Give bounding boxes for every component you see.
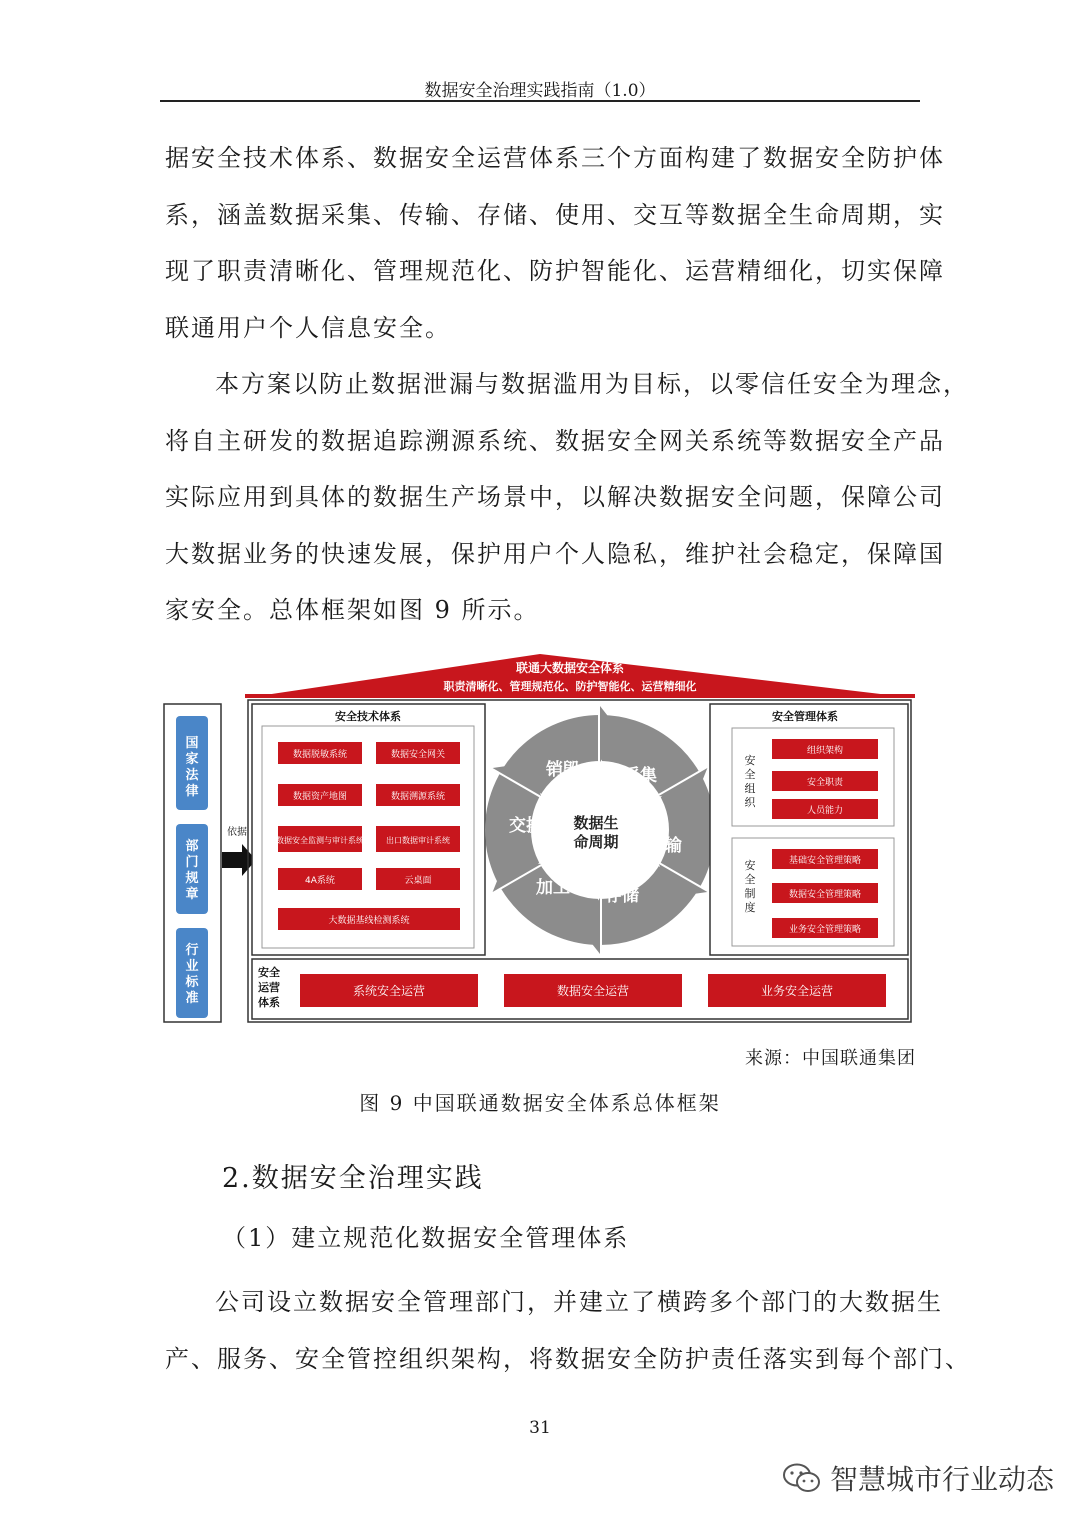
left-item-rule [176,824,208,914]
svg-text:数据溯源系统: 数据溯源系统 [390,792,446,802]
section-heading: 2.数据安全治理实践 [222,1163,484,1194]
paragraph-line: 本方案以防止数据泄漏与数据滥用为目标，以零信任安全为理念， [215,370,969,398]
paragraph-line: 家安全。总体框架如图 9 所示。 [165,596,540,624]
paragraph-line: 现了职责清晰化、管理规范化、防护智能化、运营精细化，切实保障 [165,257,945,285]
paragraph-line: 公司设立数据安全管理部门，并建立了横跨多个部门的大数据生 [215,1288,943,1316]
lifecycle-center-line1: 数据生 [573,814,619,832]
svg-text:行业标准: 行业标准 [185,943,199,1006]
paragraph-line: 实际应用到具体的数据生产场景中，以解决数据安全问题，保障公司 [165,483,945,511]
stage-store: 存储 [605,886,639,906]
tech-item [278,742,362,764]
svg-text:人员能力: 人员能力 [806,806,844,816]
paragraph-line: 大数据业务的快速发展，保护用户个人隐私，维护社会稳定，保障国 [165,539,945,568]
svg-text:大数据基线检测系统: 大数据基线检测系统 [328,916,410,926]
paragraph-line: 联通用户个人信息安全。 [165,313,451,342]
tech-item [278,868,362,890]
ops-label: 安全运营体系 [258,966,280,1009]
svg-text:数据安全监测与审计系统: 数据安全监测与审计系统 [276,836,364,845]
stage-destroy: 销毁 [546,760,580,780]
svg-text:数据安全管理策略: 数据安全管理策略 [788,890,862,900]
tech-item [376,826,460,852]
arrow-right-icon [222,844,256,876]
org-label: 安全组织 [744,754,756,809]
svg-text:数据安全网关: 数据安全网关 [390,750,446,760]
roof-base [245,694,915,698]
lifecycle-center-line2: 命周期 [573,833,619,851]
framework-diagram [160,650,920,1030]
stage-exchange: 交换 [509,816,543,836]
svg-text:部门规章: 部门规章 [185,839,199,902]
figure-caption: 图 9 中国联通数据安全体系总体框架 [359,1091,721,1115]
stage-transmit: 传输 [648,836,682,856]
page-number: 31 [529,1418,551,1438]
paragraph-line: 产、服务、安全管控组织架构，将数据安全防护责任落实到每个部门、 [165,1344,971,1373]
svg-text:基础安全管理策略: 基础安全管理策略 [788,856,862,866]
svg-text:数据安全运营: 数据安全运营 [556,984,630,998]
svg-text:出口数据审计系统: 出口数据审计系统 [386,836,450,845]
header-rule [160,100,920,102]
org-item [772,799,878,819]
subsection-heading: （1）建立规范化数据安全管理体系 [222,1224,630,1252]
policy-item [772,849,878,869]
paragraph-line: 系，涵盖数据采集、传输、存储、使用、交互等数据全生命周期，实 [165,200,945,229]
tech-system-title: 安全技术体系 [335,710,401,723]
svg-text:组织架构: 组织架构 [806,746,844,756]
ops-item [708,974,886,1007]
policy-item [772,918,878,938]
tech-item [278,908,460,930]
svg-text:4A系统: 4A系统 [305,876,335,886]
svg-text:系统安全运营: 系统安全运营 [352,984,426,998]
watermark-text: 智慧城市行业动态 [830,1463,1055,1496]
tech-item [376,784,460,806]
svg-text:业务安全运营: 业务安全运营 [760,984,834,998]
figure-source: 来源：中国联通集团 [745,1048,916,1069]
roof-title: 联通大数据安全体系 [515,661,625,675]
paragraph-line: 将自主研发的数据追踪溯源系统、数据安全网关系统等数据安全产品 [165,426,945,455]
ops-item [300,974,478,1007]
svg-text:数据资产地图: 数据资产地图 [292,792,348,802]
tech-item [276,826,364,852]
tech-item [376,868,460,890]
svg-text:安全职责: 安全职责 [806,778,844,788]
stage-collect: 采集 [623,766,657,786]
policy-item [772,883,878,903]
svg-text:国家法律: 国家法律 [185,736,199,799]
svg-text:业务安全管理策略: 业务安全管理策略 [788,925,862,935]
wechat-icon [782,1462,822,1494]
roof-subtitle: 职责清晰化、管理规范化、防护智能化、运营精细化 [443,680,697,693]
svg-text:数据脱敏系统: 数据脱敏系统 [292,750,348,760]
watermark [782,1458,1054,1498]
svg-text:云桌面: 云桌面 [404,876,432,886]
ops-item [504,974,682,1007]
left-item-law [176,716,208,810]
tech-item [376,742,460,764]
org-item [772,771,878,791]
stage-process: 加工 [536,878,570,898]
arrow-label: 依据 [227,827,247,838]
tech-item [278,784,362,806]
org-item [772,739,878,759]
mgmt-system-title: 安全管理体系 [772,710,838,723]
paragraph-line: 据安全技术体系、数据安全运营体系三个方面构建了数据安全防护体 [165,144,945,172]
left-item-standard [176,928,208,1018]
policy-label: 安全制度 [744,859,756,914]
running-header: 数据安全治理实践指南（1.0） [424,81,656,101]
